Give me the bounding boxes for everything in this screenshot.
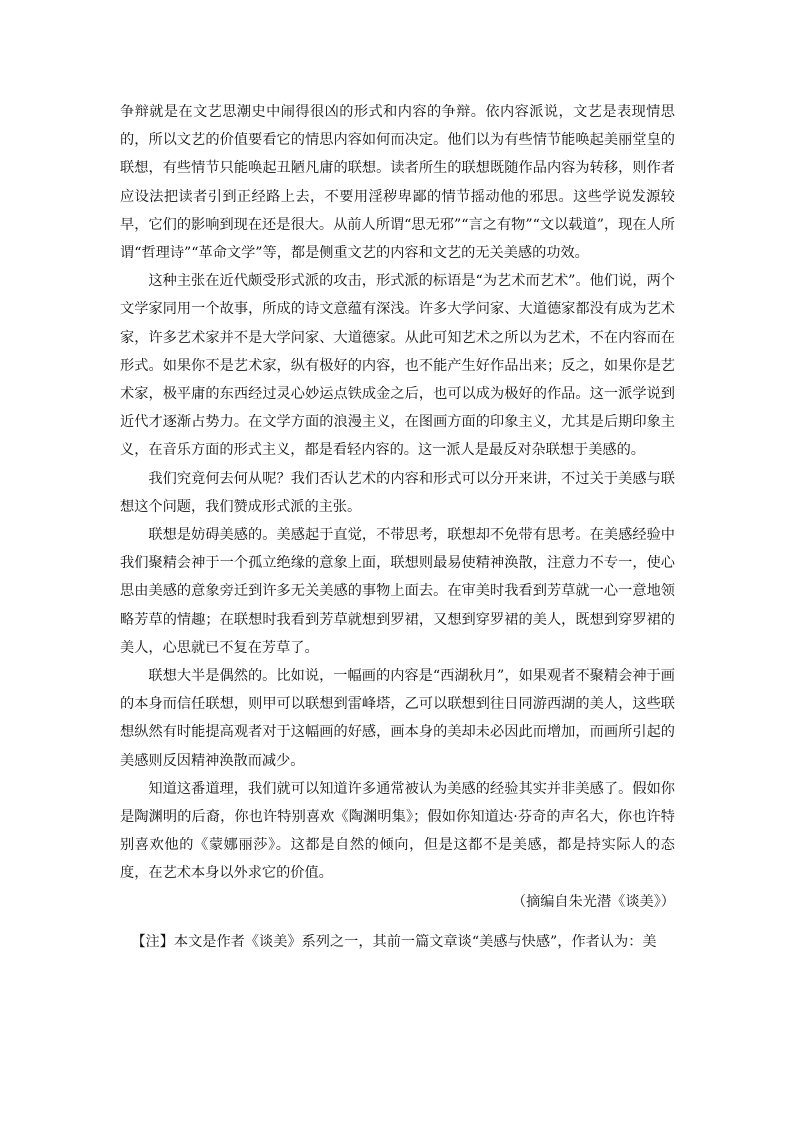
paragraph-4: 联想是妨碍美感的。美感起于直觉，不带思考，联想却不免带有思考。在美感经验中我们聚精会神于一个孤立绝缘的意象上面，联想则最易使精神涣散，注意力不专一，使心思由美感的意象旁迁到许多无关美感的事物上面去。在审美时我看到芳草就一心一意地领略芳草的情趣；在联想时我看到芳草就想到罗裙，又想到穿罗裙的美人，既想到穿罗裙的美人，心思就已不复在芳草了。 <box>120 527 675 656</box>
paragraph-3: 我们究竟何去何从呢？我们否认艺术的内容和形式可以分开来讲，不过关于美感与联想这个问题，我们赞成形式派的主张。 <box>120 470 675 515</box>
paragraph-6: 知道这番道理，我们就可以知道许多通常被认为美感的经验其实并非美感了。假如你是陶渊明的后裔，你也许特别喜欢《陶渊明集》；假如你知道达·芬奇的声名大，你也许特别喜欢他的《蒙娜丽莎》。这都是自然的倾向，但是这都不是美感，都是持实际人的态度，在艺术本身以外求它的价值。 <box>120 780 675 882</box>
source-citation: （摘编自朱光潜《谈美》） <box>511 893 675 910</box>
footnote: 【注】本文是作者《谈美》系列之一，其前一篇文章谈“美感与快感”，作者认为：美 <box>131 933 657 950</box>
paragraph-1: 争辩就是在文艺思潮史中闹得很凶的形式和内容的争辩。依内容派说，文艺是表现情思的，所以文艺的价值要看它的情思内容如何而决定。他们以为有些情节能唤起美丽堂皇的联想，有些情节只能唤起丑陋凡庸的联想。读者所生的联想既随作品内容为转移，则作者应设法把读者引到正经路上去，不要用淫秽卑鄙的情节摇动他的邪思。这些学说发源较早，它们的影响到现在还是很大。从前人所谓“思无邪”“言之有物”“文以载道”，现在人所谓“哲理诗”“革命文学”等，都是侧重文艺的内容和文艺的无关美感的功效。 <box>120 104 675 262</box>
article-body <box>120 98 675 956</box>
paragraph-2: 这种主张在近代颇受形式派的攻击，形式派的标语是“为艺术而艺术”。他们说，两个文学家同用一个故事，所成的诗文意蕴有深浅。许多大学问家、大道德家都没有成为艺术家，许多艺术家并不是大学问家、大道德家。从此可知艺术之所以为艺术，不在内容而在形式。如果你不是艺术家，纵有极好的内容，也不能产生好作品出来；反之，如果你是艺术家，极平庸的东西经过灵心妙运点铁成金之后，也可以成为极好的作品。这一派学说到近代才逐渐占势力。在文学方面的浪漫主义，在图画方面的印象主义，尤其是后期印象主义，在音乐方面的形式主义，都是看轻内容的。这一派人是最反对杂联想于美感的。 <box>120 273 675 459</box>
paragraph-5: 联想大半是偶然的。比如说，一幅画的内容是“西湖秋月”，如果观者不聚精会神于画的本身而信任联想，则甲可以联想到雷峰塔，乙可以联想到往日同游西湖的美人，这些联想纵然有时能提高观者对于这幅画的好感，画本身的美却未必因此而增加，而画所引起的美感则反因精神涣散而减少。 <box>120 668 675 769</box>
